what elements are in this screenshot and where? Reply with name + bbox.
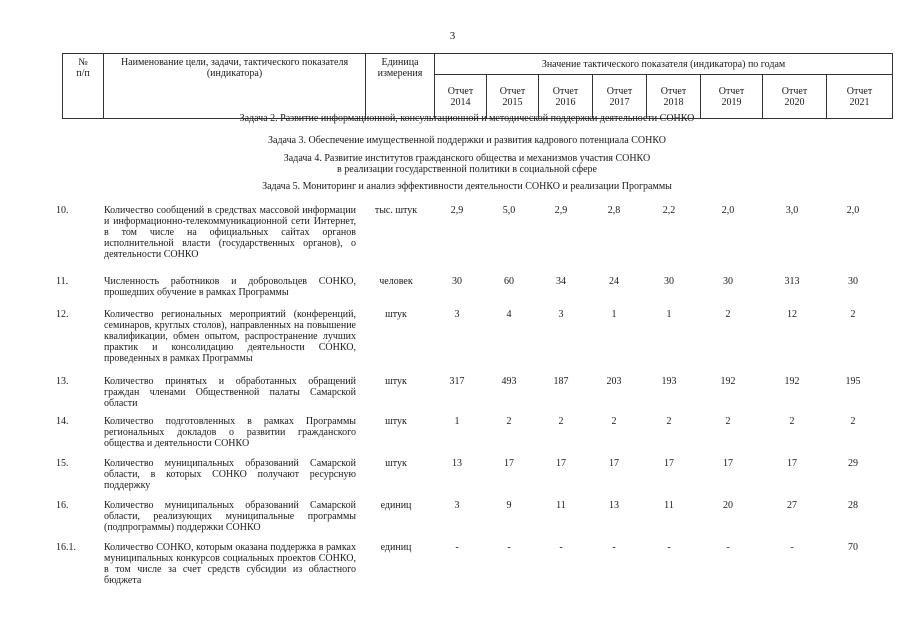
unit-cell: штук xyxy=(385,376,407,387)
value-cell: 1 xyxy=(666,309,672,320)
indicator-name: Количество сообщений в средствах массовой информации и информационно-телекоммуникационной сети Интернет, в том числе на официальных сайтах органов исполнительной власти (государственных органов), о деятельности СОНКО xyxy=(104,205,356,260)
row-number: 16. xyxy=(56,500,69,511)
indicator-name: Количество муниципальных образований Самарской области, в которых СОНКО получают ресурсную поддержку xyxy=(104,458,356,491)
value-cell: - xyxy=(790,542,794,553)
value-cell: 2 xyxy=(506,416,512,427)
row-number: 10. xyxy=(56,205,69,216)
value-cell: 3 xyxy=(454,500,460,511)
value-cell: - xyxy=(726,542,730,553)
value-cell: - xyxy=(559,542,563,553)
value-cell: 17 xyxy=(609,458,619,469)
value-cell: 2 xyxy=(850,416,856,427)
value-cell: - xyxy=(455,542,459,553)
value-cell: 2 xyxy=(725,416,731,427)
row-number: 11. xyxy=(56,276,69,287)
value-cell: 60 xyxy=(504,276,514,287)
header-year: Отчет 2020 xyxy=(763,75,827,119)
value-cell: 317 xyxy=(449,376,465,387)
indicator-name: Численность работников и добровольцев СОНКО, прошедших обучение в рамках Программы xyxy=(104,276,356,298)
value-cell: 17 xyxy=(787,458,797,469)
task-heading: Задача 5. Мониторинг и анализ эффективности деятельности СОНКО и реализации Программы xyxy=(262,181,672,192)
value-cell: 195 xyxy=(845,376,861,387)
value-cell: 17 xyxy=(723,458,733,469)
task-heading: Задача 4. Развитие институтов гражданского общества и механизмов участия СОНКО в реализации государственной политики в социальной сфере xyxy=(283,153,651,175)
value-cell: 13 xyxy=(452,458,462,469)
value-cell: - xyxy=(507,542,511,553)
value-cell: 30 xyxy=(723,276,733,287)
value-cell: 2,0 xyxy=(721,205,735,216)
unit-cell: штук xyxy=(385,309,407,320)
value-cell: 17 xyxy=(664,458,674,469)
value-cell: 34 xyxy=(556,276,566,287)
header-year: Отчет 2019 xyxy=(701,75,763,119)
value-cell: 313 xyxy=(784,276,800,287)
value-cell: 12 xyxy=(787,309,797,320)
value-cell: 20 xyxy=(723,500,733,511)
header-year: Отчет 2021 xyxy=(827,75,893,119)
header-year: Отчет 2016 xyxy=(539,75,593,119)
value-cell: 17 xyxy=(504,458,514,469)
indicator-name: Количество региональных мероприятий (конференций, семинаров, круглых столов), направленных на повышение квалификации, обмен опытом, распространение лучших практик и консолидацию деятельности СОНКО, проведенных в рамках Программы xyxy=(104,309,356,364)
row-number: 14. xyxy=(56,416,69,427)
value-cell: 2 xyxy=(789,416,795,427)
row-number: 16.1. xyxy=(56,542,76,553)
value-cell: 5,0 xyxy=(502,205,516,216)
unit-cell: штук xyxy=(385,458,407,469)
indicator-name: Количество муниципальных образований Самарской области, реализующих муниципальные программы (подпрограммы) поддержки СОНКО xyxy=(104,500,356,533)
value-cell: 493 xyxy=(501,376,517,387)
indicator-name: Количество принятых и обработанных обращений граждан членами Общественной палаты Самарской области xyxy=(104,376,356,409)
value-cell: 2,2 xyxy=(662,205,676,216)
header-number: № п/п xyxy=(63,54,104,119)
value-cell: - xyxy=(667,542,671,553)
value-cell: 28 xyxy=(848,500,858,511)
row-number: 12. xyxy=(56,309,69,320)
value-cell: 13 xyxy=(609,500,619,511)
value-cell: 29 xyxy=(848,458,858,469)
value-cell: 30 xyxy=(452,276,462,287)
value-cell: 2,9 xyxy=(554,205,568,216)
value-cell: 24 xyxy=(609,276,619,287)
value-cell: 70 xyxy=(848,542,858,553)
indicator-name: Количество СОНКО, которым оказана поддержка в рамках муниципальных конкурсов социальных проектов СОНКО, в том числе за счет средств субсидии из областного бюджета xyxy=(104,542,356,586)
header-year: Отчет 2018 xyxy=(647,75,701,119)
value-cell: 1 xyxy=(611,309,617,320)
value-cell: 30 xyxy=(848,276,858,287)
value-cell: 2 xyxy=(725,309,731,320)
value-cell: 11 xyxy=(556,500,566,511)
value-cell: 2 xyxy=(611,416,617,427)
row-number: 15. xyxy=(56,458,69,469)
page-number: 3 xyxy=(449,30,456,42)
value-cell: 9 xyxy=(506,500,512,511)
value-cell: 2,0 xyxy=(846,205,860,216)
indicator-name: Количество подготовленных в рамках Программы региональных докладов о развитии гражданского общества и деятельности СОНКО xyxy=(104,416,356,449)
value-cell: 193 xyxy=(661,376,677,387)
row-number: 13. xyxy=(56,376,69,387)
value-cell: 3 xyxy=(558,309,564,320)
value-cell: 30 xyxy=(664,276,674,287)
task-heading: Задача 2. Развитие информационной, консультационной и методической поддержки деятельности СОНКО xyxy=(239,113,695,124)
header-year: Отчет 2014 xyxy=(435,75,487,119)
value-cell: 2 xyxy=(850,309,856,320)
value-cell: 187 xyxy=(553,376,569,387)
task-heading: Задача 3. Обеспечение имущественной поддержки и развития кадрового потенциала СОНКО xyxy=(268,135,666,146)
unit-cell: тыс. штук xyxy=(374,205,418,216)
value-cell: - xyxy=(612,542,616,553)
value-cell: 27 xyxy=(787,500,797,511)
value-cell: 192 xyxy=(720,376,736,387)
unit-cell: человек xyxy=(379,276,413,287)
value-cell: 2 xyxy=(666,416,672,427)
value-cell: 203 xyxy=(606,376,622,387)
header-year: Отчет 2015 xyxy=(487,75,539,119)
value-cell: 2,8 xyxy=(607,205,621,216)
value-cell: 192 xyxy=(784,376,800,387)
header-year: Отчет 2017 xyxy=(593,75,647,119)
value-cell: 17 xyxy=(556,458,566,469)
header-unit: Единица измерения xyxy=(366,54,435,119)
unit-cell: штук xyxy=(385,416,407,427)
value-cell: 2 xyxy=(558,416,564,427)
unit-cell: единиц xyxy=(380,500,412,511)
value-cell: 11 xyxy=(664,500,674,511)
unit-cell: единиц xyxy=(380,542,412,553)
header-name: Наименование цели, задачи, тактического показателя (индикатора) xyxy=(104,54,366,119)
value-cell: 2,9 xyxy=(450,205,464,216)
value-cell: 4 xyxy=(506,309,512,320)
value-cell: 3,0 xyxy=(785,205,799,216)
header-values-group: Значение тактического показателя (индикатора) по годам xyxy=(435,54,893,75)
value-cell: 3 xyxy=(454,309,460,320)
value-cell: 1 xyxy=(454,416,460,427)
table-header xyxy=(62,53,893,119)
